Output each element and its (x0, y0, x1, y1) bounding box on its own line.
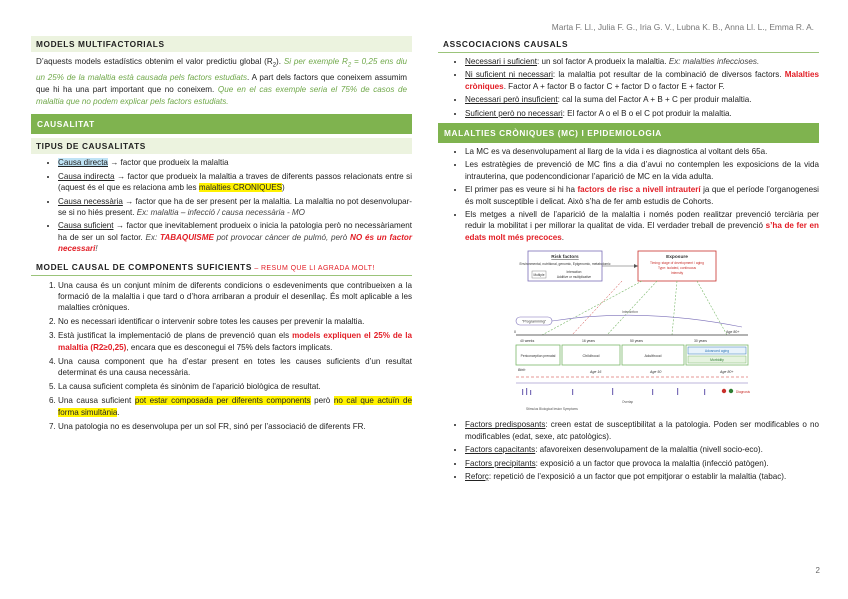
exposure-arrow (672, 281, 677, 335)
highlight: malalties CRONIQUES (198, 183, 283, 193)
label-16-years: 16 years (582, 339, 596, 344)
age-80-label: Age 80+ (726, 330, 740, 335)
term: Causa necessària (58, 196, 123, 206)
label-40-weeks: 40 weeks (520, 339, 535, 344)
interaction-label: Interaction (566, 270, 582, 275)
list-item (465, 184, 819, 207)
text: . Factor A + factor B o factor C + factor D o factor E + factor F. (503, 81, 725, 91)
text: : El factor A o el B o el C pot produir la malaltia. (562, 108, 732, 118)
text: → factor que produeix la malaltia (107, 158, 229, 168)
list-item (465, 444, 819, 455)
text: ) (282, 183, 285, 193)
text: : cal la suma del Factor A + B + C per produir malaltia. (557, 95, 752, 105)
right-column (438, 36, 819, 486)
example: Ex: malaltia – infecció / causa necessària - MO (136, 208, 305, 218)
interaction-label-2: Interaction (622, 310, 638, 315)
milestone-age-16: Age 16 (590, 370, 602, 375)
risk-factors-title: Risk factors (551, 255, 579, 261)
exposure-arrow (697, 281, 727, 335)
term: Necessari i suficient (465, 57, 537, 66)
text: Està justificat la implementació de plans de prevenció quan els (58, 331, 293, 341)
milestone-age-80: Age 80+ (720, 370, 734, 375)
subsection-title-tipus: TIPUS DE CAUSALITATS (31, 138, 412, 154)
red-term: s’ha de fer en edats molt més precoces (465, 221, 819, 242)
text: → factor que inevitablement produeix o inicia la patologia però no necessàriament ha de ser un sol factor. (58, 221, 413, 242)
section-title-models: MODELS MULTIFACTORIALS (31, 36, 412, 52)
model-causal-title: MODEL CAUSAL DE COMPONENTS SUFICIENTS (36, 261, 252, 272)
life-course-diagram (512, 247, 752, 415)
term: Causa directa (58, 158, 108, 168)
milestone-age-50: Age 50 (650, 370, 662, 375)
stage-periconception-label: Periconception prenatal (520, 354, 556, 359)
text: ja que el període l’organogenesi és molt susceptible i delicat. Això s’ha de fer amb estudis de Cohorts. (465, 185, 819, 206)
left-column (31, 36, 412, 436)
age-zero: 0 (514, 330, 516, 335)
list-item: 1. Una causa és un conjunt mínim de diferents condicions o esdeveniments que contribueixen a la formació de la malaltia i que tard o d’hora arribaran a produir el desenllaç. És molt aplicable a les malalties cròniques. (58, 280, 412, 314)
red-term: Malalties cròniques (465, 70, 819, 91)
milestone-birth: Birth (518, 368, 526, 373)
text: : creen estat de susceptibilitat a la patologia. Poden ser modificables o no modificables (edat, sexe, atc patològics). (465, 420, 819, 441)
multiple-label: Multiple (533, 273, 545, 278)
factors-list (438, 419, 819, 482)
page-number: 2 (815, 566, 820, 575)
diagnosis-label: Diagnosis (736, 390, 750, 395)
section-title-causalitat: CAUSALITAT (31, 114, 412, 134)
associacions-list (438, 56, 819, 119)
models-text: D’aquests models estadístics obtenim el valor predictiu global (R (36, 57, 273, 66)
stage-adulthood-label: Adulthood (644, 354, 662, 359)
legend-label: Stimulus Biological lesion Symptoms (526, 407, 578, 412)
text: → factor que produeix la malaltia a traves de diferents passos relacionats entre si (aquest és el que es relaciona amb les (58, 171, 412, 193)
text: : un sol factor A produeix la malaltia. (536, 57, 669, 66)
red-term: TABAQUISME (160, 232, 214, 242)
term: Factors capacitants (465, 445, 536, 455)
models-text: . A part dels factors que coneixem assumim que hi ha una part important que no coneixem. (36, 72, 407, 95)
list-item: • Les estratègies de prevenció de MC fins a dia d’avui no contemplen les exposicions de la vida intrauterina, que podencondicionar l’aparició de MC en la vida adulta. (465, 159, 819, 182)
text: . (117, 407, 120, 417)
example: Ex: malalties infeccioses. (668, 57, 760, 66)
list-item (465, 458, 819, 469)
text: → factor que ha de ser present per la malaltia. La malaltia no pot desenvolupar-se si no hiés present. (58, 196, 412, 218)
text: : repetició de l’exposició a un factor que pot empitjorar o establir la malaltia (tabac). (488, 471, 787, 481)
r2-sub: 2 (272, 62, 277, 69)
r2-sub: 2 (347, 62, 352, 69)
model-causal-list (31, 280, 412, 432)
text: : afavoreixen desenvolupament de la malaltia (nivell socio-eco). (535, 445, 763, 455)
text: Els metges a nivell de l’aparició de la malaltia i només poden realitzar prevenció terciària per reduir la mobilitat i per millorar la qualitat de vida. El verdader treball de prevenció (465, 210, 819, 231)
additive-label: Additive or multiplicative (556, 275, 592, 280)
page-header-authors: Marta F. Ll., Julia F. G., Iria G. V., Lubna K. B., Anna Ll. L., Emma R. A. (551, 22, 814, 32)
label-50-years: 50 years (630, 339, 644, 344)
term: Causa indirecta (58, 171, 115, 181)
text: . (561, 232, 564, 242)
red-term: models expliquen el 25% de la malaltia (R2≥0,25) (58, 331, 412, 352)
term: Factors precipitants (465, 458, 536, 468)
models-paragraph (36, 56, 407, 108)
example: Ex: (145, 232, 161, 242)
exposure-arrow (542, 281, 642, 335)
term: Causa suficient (58, 221, 114, 231)
term: Suficient però no necessari (465, 108, 563, 118)
models-example: Si per exemple R (283, 57, 348, 66)
list-item: 5. La causa suficient completa és sinònim de l’aparició biològica de resultat. (58, 381, 412, 392)
term: Reforç (465, 471, 489, 481)
term: Factors predisposants (465, 420, 546, 430)
stage-childhood-label: Childhood (582, 354, 600, 359)
exposure-arrow (572, 281, 622, 335)
list-item (58, 171, 412, 194)
text: Una causa suficient (58, 396, 135, 406)
list-item (465, 108, 819, 119)
highlight: pot estar composada per diferents components (134, 396, 311, 406)
text: El primer pas es veure si hi ha (465, 185, 578, 195)
label-30-years: 30 years (694, 339, 708, 344)
term: Ni suficient ni necessari (465, 70, 553, 80)
tipus-list (31, 157, 412, 254)
section-title-malalties-croniques: MALALTIES CRÒNIQUES (MC) I EPIDEMIOLOGIA (438, 123, 819, 143)
list-item: 2. No es necessari identificar o intervenir sobre totes les causes per prevenir la malaltia. (58, 316, 412, 327)
diagnosis-dot (729, 389, 733, 393)
list-item (58, 395, 412, 418)
list-item: 4. Una causa component que ha d’estar present en totes les causes suficients d’un resultat determinat és una causa necessària. (58, 356, 412, 379)
list-item (58, 157, 412, 168)
example: pot provocar càncer de pulmó, però (213, 232, 351, 242)
text: però (310, 396, 334, 406)
stimulus-marks (522, 388, 705, 395)
exposure-intensity: Intensity (670, 271, 684, 276)
cronic-list (438, 146, 819, 243)
programming-label: "Programming" (521, 319, 547, 324)
example: ! (95, 244, 98, 254)
lesion-dot (722, 389, 726, 393)
programming-arc (552, 316, 742, 328)
text: : exposició a un factor que provoca la malaltia (infecció patògen). (535, 458, 769, 468)
models-text: ). (276, 57, 284, 66)
list-item (465, 56, 819, 67)
arrow-head (634, 264, 638, 268)
risk-factors-sub: Environmental, nutritional, genomic, Epigenomic, metabolomic (519, 262, 611, 267)
list-item: • La MC es va desenvolupament al llarg de la vida i es diagnostica al voltant dels 65a. (465, 146, 819, 157)
term: Necessari però insuficient (465, 95, 558, 105)
text: , encara que es desconegui el 75% dels factors implicats. (126, 342, 333, 352)
section-title-model-causal (31, 259, 412, 276)
section-title-associacions: ASSCOCIACIONS CAUSALS (438, 36, 819, 53)
exposure-type: Type: isolated, continuous (657, 266, 697, 271)
list-item (465, 94, 819, 105)
highlight: no cal que actuïn de forma simultània (58, 396, 412, 417)
models-example: = 0,25 ens diu un 25% de la malaltia està causada pels factors estudiats (36, 57, 407, 82)
overlap-label: Overlap (622, 400, 634, 405)
models-example: Que en el cas exemple seria el 75% de casos de malaltia que no podem explicar pels factors estudiats. (36, 85, 407, 107)
list-item (465, 419, 819, 442)
red-term: factors de risc a nivell intrauterí (577, 185, 701, 195)
exposure-title: Exposure (666, 255, 688, 261)
stage-morbidity-label: Morbidity (710, 358, 724, 363)
model-causal-note: – RESUM QUE LI AGRADA MOLT! (251, 264, 375, 272)
exposure-timing: Timing: stage of development / aging (650, 261, 704, 266)
list-item (58, 330, 412, 353)
stage-advanced-aging-label: Advanced aging (704, 349, 730, 354)
list-item (58, 196, 412, 219)
text: : la malaltia pot resultar de la combinació de diversos factors. (552, 70, 785, 80)
list-item (465, 69, 819, 92)
list-item (465, 471, 819, 482)
red-term: NO és un factor necessari (58, 232, 412, 254)
list-item: 7. Una patologia no es desenvolupa per un sol FR, sinó per l’associació de diferents FR. (58, 421, 412, 432)
list-item (465, 209, 819, 243)
list-item (58, 220, 412, 254)
